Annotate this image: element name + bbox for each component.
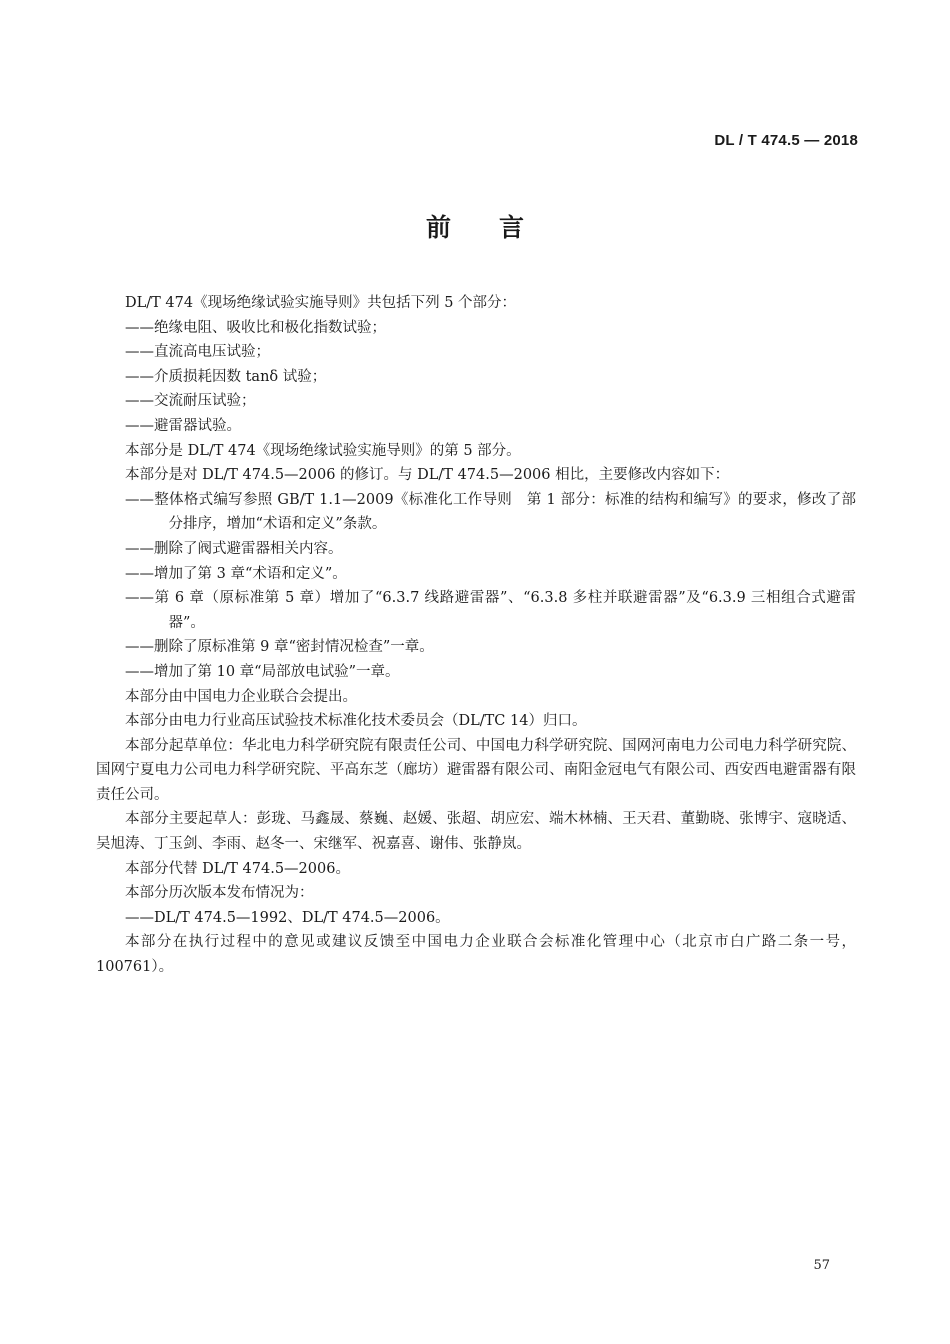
change-list-item: ——增加了第 3 章“术语和定义”。: [125, 565, 347, 582]
centralized-by-paragraph: 本部分由电力行业高压试验技术标准化技术委员会（DL/TC 14）归口。: [125, 713, 587, 730]
history-intro-paragraph: 本部分历次版本发布情况为：: [125, 885, 314, 902]
part-list-item: ——介质损耗因数 tanδ 试验；: [125, 368, 327, 385]
history-list-item: ——DL/T 474.5—1992、DL/T 474.5—2006。: [125, 909, 450, 926]
drafting-units-paragraph: 本部分起草单位：华北电力科学研究院有限责任公司、中国电力科学研究院、国网河南电力公司电力科学研究院、国网宁夏电力公司电力科学研究院、平高东芝（廊坊）避雷器有限公司、南阳金冠电气有限公司、西安西电避雷器有限责任公司。: [96, 737, 856, 803]
intro-paragraph: DL/T 474《现场绝缘试验实施导则》共包括下列 5 个部分：: [125, 295, 517, 311]
feedback-paragraph: 本部分在执行过程中的意见或建议反馈至中国电力企业联合会标准化管理中心（北京市白广路二条一号，100761）。: [96, 934, 856, 976]
part-list-item: ——交流耐压试验；: [125, 393, 256, 410]
change-list-item: ——删除了原标准第 9 章“密封情况检查”一章。: [125, 639, 434, 656]
replaces-paragraph: 本部分代替 DL/T 474.5—2006。: [125, 860, 350, 877]
change-list-item: ——删除了阀式避雷器相关内容。: [125, 540, 343, 557]
part-list-item: ——绝缘电阻、吸收比和极化指数试验；: [125, 319, 386, 336]
page-number: 57: [813, 1258, 830, 1273]
change-list-item: ——第 6 章（原标准第 5 章）增加了“6.3.7 线路避雷器”、“6.3.8 多柱并联避雷器”及“6.3.9 三相组合式避雷器”。: [125, 590, 856, 631]
part-list-item: ——避雷器试验。: [125, 417, 241, 434]
standard-code: DL / T 474.5 — 2018: [714, 132, 858, 149]
proposed-by-paragraph: 本部分由中国电力企业联合会提出。: [125, 688, 357, 705]
preface-body: [96, 291, 856, 980]
part-statement: 本部分是 DL/T 474《现场绝缘试验实施导则》的第 5 部分。: [125, 442, 521, 459]
change-list-item: ——整体格式编写参照 GB/T 1.1—2009《标准化工作导则 第 1 部分：标准的结构和编写》的要求，修改了部分排序，增加“术语和定义”条款。: [125, 491, 856, 533]
part-list-item: ——直流高电压试验；: [125, 344, 270, 361]
drafters-paragraph: 本部分主要起草人：彭珑、马鑫晟、蔡巍、赵媛、张超、胡应宏、端木林楠、王天君、董勤晓、张博宇、寇晓适、吴旭涛、丁玉剑、李雨、赵冬一、宋继军、祝嘉喜、谢伟、张静岚。: [96, 811, 856, 853]
change-list-item: ——增加了第 10 章“局部放电试验”一章。: [125, 663, 400, 680]
revision-statement: 本部分是对 DL/T 474.5—2006 的修订。与 DL/T 474.5—2006 相比，主要修改内容如下：: [125, 467, 730, 484]
page-title: 前言: [425, 213, 572, 242]
